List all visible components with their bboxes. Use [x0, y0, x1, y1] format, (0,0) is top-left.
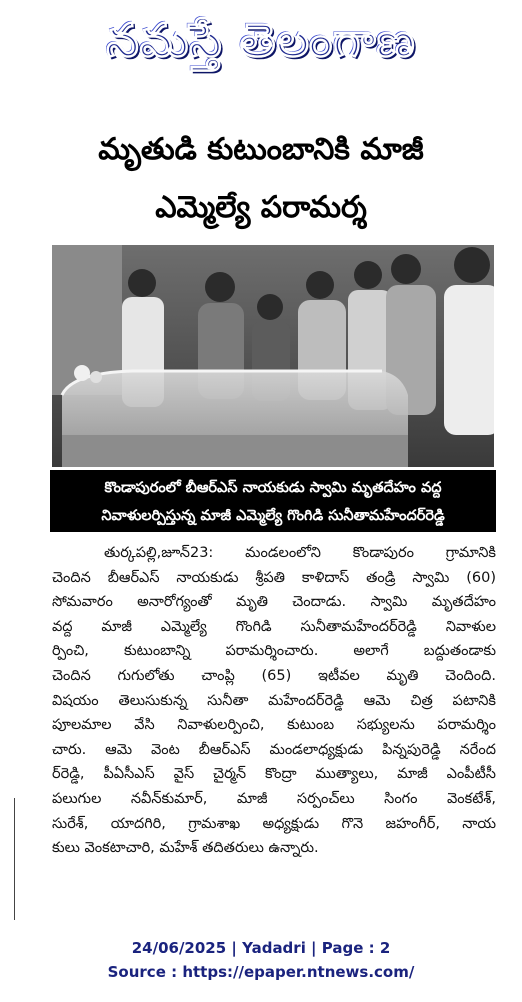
article-line: చెందిన బీఆర్‌ఎస్‌ నాయకుడు శ్రీపతి కాళిదాస్‌ తండ్రి స్వామి (60) — [52, 569, 496, 586]
caption-line-2: నివాళులర్పిస్తున్న మాజీ ఎమ్మెల్యే గొంగిడి సునీతామహేందర్‌రెడ్డి — [101, 508, 445, 524]
article-line: తుర్కపల్లి,జూన్‌23: మండలంలోని కొండాపురం గ్రామానికి — [104, 545, 496, 561]
headline-line-1: మృతుడి కుటుంబానికి మాజీ — [98, 132, 424, 167]
photo-illustration — [52, 245, 494, 467]
article-line: సురేశ్‌, యాదగిరి, గ్రామశాఖ అధ్యక్షుడు గొనె జహంగీర్‌, నాయ — [52, 815, 496, 832]
article-line: చెందిన గుగులోతు చాంప్లి (65) ఇటీవల మృతి చెందింది. — [52, 667, 496, 684]
article-line: వద్ద మాజీ ఎమ్మెల్యే గొంగిడి సునీతామహేందర్‌రెడ్డి నివాళుల — [52, 618, 496, 635]
photo-caption — [50, 470, 496, 532]
article-line: కులు వెంకటాచారి, మహేశ్‌ తదితరులు ఉన్నారు. — [52, 840, 319, 857]
masthead-title: నమస్తే తెలంగాణ — [106, 13, 416, 67]
article-line: ర్‌రెడ్డి, పీఏసీఎస్‌ వైస్‌ చైర్మన్‌ కొంద్రా ముత్యాలు, మాజీ ఎంపీటీసీ — [52, 766, 496, 783]
article-line: విషయం తెలుసుకున్న సునీతా మహేందర్‌రెడ్డి ఆమె చిత్ర పటానికి — [52, 692, 496, 709]
article-line: ర్పించి, కుటుంబాన్ని పరామర్శించారు. అలాగే బద్దుతండాకు — [52, 643, 496, 660]
headline-line-2: ఎమ్మెల్యే పరామర్శ — [155, 190, 367, 225]
footer-date-edition: 24/06/2025 | Yadadri | Page : 2 — [131, 939, 391, 957]
article-line: సోమవారం అనారోగ్యంతో మృతి చెందాడు. స్వామి మృతదేహం — [52, 594, 496, 611]
footer-source-link[interactable]: Source : https://epaper.ntnews.com/ — [107, 963, 415, 981]
news-photo — [52, 245, 494, 467]
margin-rule — [14, 798, 15, 920]
article-body — [52, 541, 496, 861]
article-line: చారు. ఆమె వెంట బీఆర్‌ఎస్‌ మండలాధ్యక్షుడు పిన్నపురెడ్డి నరేంద — [52, 741, 496, 758]
caption-line-1: కొండాపురంలో బీఆర్‌ఎస్‌ నాయకుడు స్వామి మృతదేహం వద్ద — [104, 480, 442, 496]
article-line: పూలమాల వేసి నివాళులర్పించి, కుటుంబ సభ్యులను పరామర్శిం — [52, 717, 496, 734]
article-line: పలుగుల నవీన్‌కుమార్‌, మాజీ సర్పంచ్‌లు సింగం వెంకటేశ్‌, — [52, 790, 496, 807]
